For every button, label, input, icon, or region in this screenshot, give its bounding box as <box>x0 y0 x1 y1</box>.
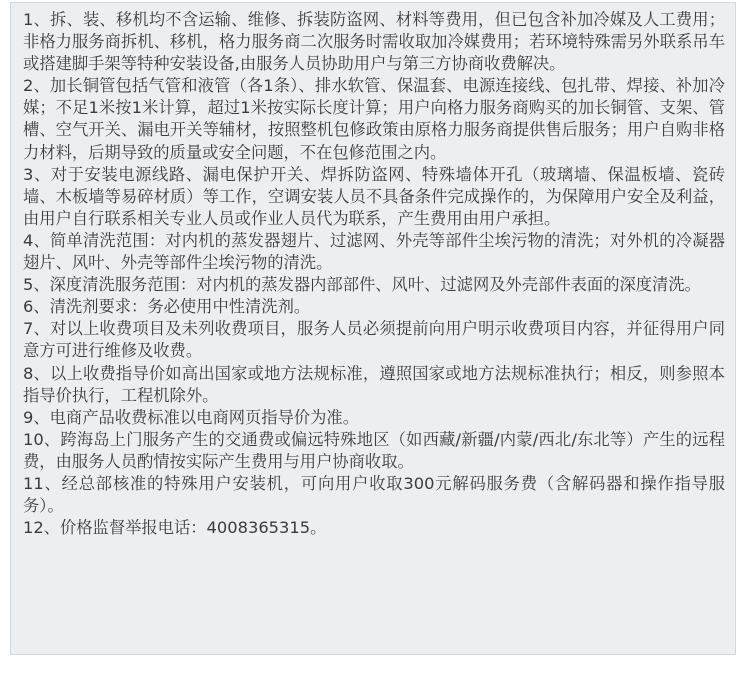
clause-1: 1、拆、装、移机均不含运输、维修、拆装防盗网、材料等费用，但已包含补加冷媒及人工费用；非格力服务商拆机、移机，格力服务商二次服务时需收取加冷媒费用；若环境特殊需另外联系吊车或搭建脚手架等特种安装设备,由服务人员协助用户与第三方协商收费解决。 <box>23 10 725 74</box>
clause-2: 2、加长铜管包括气管和液管（各1条）、排水软管、保温套、电源连接线、包扎带、焊接、补加冷媒；不足1米按1米计算，超过1米按实际长度计算；用户向格力服务商购买的加长铜管、支架、管槽、空气开关、漏电开关等辅材，按照整机包修政策由原格力服务商提供售后服务；用户自购非格力材料，后期导致的质量或安全问题，不在包修范围之内。 <box>23 76 725 162</box>
clause-10: 10、跨海岛上门服务产生的交通费或偏远特殊地区（如西藏/新疆/内蒙/西北/东北等）产生的远程费，由服务人员酌情按实际产生费用与用户协商收取。 <box>23 429 725 471</box>
clause-8: 8、以上收费指导价如高出国家或地方法规标准，遵照国家或地方法规标准执行；相反，则参照本指导价执行，工程机除外。 <box>23 363 725 405</box>
clause-4: 4、简单清洗范围：对内机的蒸发器翅片、过滤网、外壳等部件尘埃污物的清洗；对外机的冷凝器翅片、风叶、外壳等部件尘埃污物的清洗。 <box>23 230 725 273</box>
clause-6: 6、清洗剂要求：务必使用中性清洗剂。 <box>23 297 311 317</box>
clause-5: 5、深度清洗服务范围：对内机的蒸发器内部部件、风叶、过滤网及外壳部件表面的深度清洗。 <box>23 275 701 295</box>
fee-notice-panel <box>10 2 736 655</box>
clause-3: 3、对于安装电源线路、漏电保护开关、焊拆防盗网、特殊墙体开孔（玻璃墙、保温板墙、瓷砖墙、木板墙等易碎材质）等工作，空调安装人员不具备条件完成操作的，为保障用户安全及利益，由用户自行联系相关专业人员或作业人员代为联系，产生费用由用户承担。 <box>23 164 725 228</box>
clause-7: 7、对以上收费项目及未列收费项目，服务人员必须提前向用户明示收费项目内容，并征得用户同意方可进行维修及收费。 <box>23 319 725 361</box>
clause-9: 9、电商产品收费标准以电商网页指导价为准。 <box>23 407 359 427</box>
clause-11: 11、经总部核准的特殊用户安装机，可向用户收取300元解码服务费（含解码器和操作指导服务）。 <box>23 473 725 516</box>
clause-12: 12、价格监督举报电话：4008365315。 <box>23 518 327 538</box>
